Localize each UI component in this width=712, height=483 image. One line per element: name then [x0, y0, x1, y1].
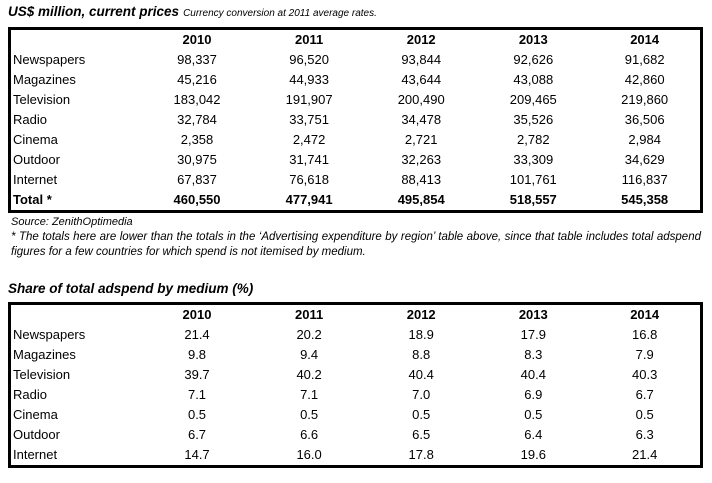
usd-table-title-row: [8, 3, 704, 23]
usd-table-title: US$ million, current prices: [8, 4, 180, 19]
row-label: Television: [13, 92, 71, 107]
value-cell: 0.5: [300, 407, 319, 422]
value-cell: 43,644: [401, 72, 442, 87]
value-cell: 44,933: [289, 72, 329, 87]
year-header: 2010: [182, 307, 212, 322]
year-header: 2012: [406, 32, 436, 47]
value-cell: 191,907: [285, 92, 333, 107]
value-cell: 92,626: [513, 52, 554, 67]
value-cell: 19.6: [520, 447, 546, 462]
table-row: [10, 110, 702, 130]
usd-table-total: [10, 190, 702, 212]
row-label: Radio: [13, 112, 47, 127]
value-cell: 8.3: [524, 347, 543, 362]
table-row: [10, 130, 702, 150]
year-header: 2011: [295, 307, 324, 322]
value-cell: 39.7: [184, 367, 210, 382]
value-cell: 20.2: [296, 327, 322, 342]
row-label: Cinema: [13, 407, 58, 422]
usd-table-header: [10, 29, 702, 51]
value-cell: 31,741: [289, 152, 329, 167]
value-cell: 6.5: [412, 427, 431, 442]
row-label: Magazines: [13, 347, 76, 362]
year-header: 2013: [518, 32, 548, 47]
share-adspend-table: [8, 302, 703, 468]
value-cell: 7.1: [300, 387, 319, 402]
share-table-body: [10, 325, 702, 467]
value-cell: 40.2: [296, 367, 322, 382]
year-header: 2012: [406, 307, 436, 322]
value-cell: 76,618: [289, 172, 329, 187]
value-cell: 21.4: [184, 327, 210, 342]
value-cell: 14.7: [184, 447, 210, 462]
corner-cell: [10, 29, 141, 51]
row-label: Television: [13, 367, 71, 382]
row-label: Internet: [13, 172, 58, 187]
value-cell: 2,984: [628, 132, 661, 147]
table-row: [10, 385, 702, 405]
value-cell: 101,761: [509, 172, 557, 187]
total-value-cell: 495,854: [397, 192, 445, 207]
year-header-row: [10, 29, 702, 51]
value-cell: 8.8: [412, 347, 431, 362]
table-row: [10, 365, 702, 385]
value-cell: 9.8: [187, 347, 207, 362]
value-cell: 30,975: [177, 152, 217, 167]
year-header: 2014: [630, 32, 660, 47]
value-cell: 67,837: [177, 172, 217, 187]
row-label: Newspapers: [13, 327, 86, 342]
value-cell: 0.5: [524, 407, 543, 422]
total-value-cell: 518,557: [509, 192, 557, 207]
value-cell: 33,309: [513, 152, 554, 167]
value-cell: 116,837: [621, 172, 668, 187]
table-row: [10, 325, 702, 345]
value-cell: 6.6: [300, 427, 319, 442]
table-row: [10, 70, 702, 90]
value-cell: 96,520: [289, 52, 329, 67]
value-cell: 0.5: [635, 407, 654, 422]
total-value-cell: 460,550: [173, 192, 221, 207]
value-cell: 45,216: [177, 72, 217, 87]
value-cell: 21.4: [632, 447, 658, 462]
row-label: Magazines: [13, 72, 76, 87]
value-cell: 93,844: [401, 52, 442, 67]
table-row: [10, 170, 702, 190]
year-header-row: [10, 304, 702, 326]
share-table-title: Share of total adspend by medium (%): [8, 281, 254, 296]
year-header: 2011: [295, 32, 324, 47]
value-cell: 34,629: [624, 152, 665, 167]
value-cell: 0.5: [412, 407, 431, 422]
value-cell: 9.4: [300, 347, 319, 362]
value-cell: 2,782: [517, 132, 550, 147]
row-label: Internet: [13, 447, 58, 462]
value-cell: 2,721: [404, 132, 438, 147]
share-table-header: [10, 304, 702, 326]
value-cell: 18.9: [408, 327, 434, 342]
value-cell: 42,860: [624, 72, 665, 87]
value-cell: 40.4: [520, 367, 546, 382]
value-cell: 2,472: [292, 132, 326, 147]
value-cell: 32,263: [401, 152, 442, 167]
value-cell: 88,413: [401, 172, 442, 187]
table-row: [10, 425, 702, 445]
value-cell: 6.4: [524, 427, 543, 442]
value-cell: 16.8: [632, 327, 658, 342]
value-cell: 98,337: [177, 52, 217, 67]
value-cell: 7.1: [187, 387, 207, 402]
row-label: Cinema: [13, 132, 58, 147]
usd-table-subtitle: Currency conversion at 2011 average rates.: [183, 8, 377, 19]
value-cell: 17.9: [520, 327, 546, 342]
section-gap: [8, 260, 704, 280]
usd-table-body: [10, 50, 702, 190]
value-cell: 43,088: [513, 72, 554, 87]
table-row: [10, 90, 702, 110]
year-header: 2014: [630, 307, 660, 322]
table-row: [10, 150, 702, 170]
total-row: [10, 190, 702, 212]
value-cell: 183,042: [173, 92, 221, 107]
value-cell: 16.0: [296, 447, 322, 462]
value-cell: 7.9: [635, 347, 654, 362]
total-value-cell: 477,941: [285, 192, 333, 207]
table-row: [10, 405, 702, 425]
value-cell: 6.7: [635, 387, 654, 402]
table-row: [10, 50, 702, 70]
value-cell: 6.7: [187, 427, 207, 442]
usd-adspend-table: [8, 27, 703, 213]
value-cell: 6.3: [635, 427, 654, 442]
year-header: 2010: [182, 32, 212, 47]
row-label: Outdoor: [13, 427, 60, 442]
row-label: Radio: [13, 387, 47, 402]
value-cell: 7.0: [412, 387, 431, 402]
total-row-label: Total *: [13, 192, 52, 207]
row-label: Newspapers: [13, 52, 86, 67]
value-cell: 35,526: [513, 112, 554, 127]
value-cell: 34,478: [401, 112, 442, 127]
value-cell: 2,358: [180, 132, 214, 147]
value-cell: 219,860: [621, 92, 669, 107]
value-cell: 91,682: [624, 52, 665, 67]
value-cell: 33,751: [289, 112, 329, 127]
value-cell: 6.9: [524, 387, 543, 402]
table-row: [10, 445, 702, 467]
share-table-title-row: [8, 280, 704, 298]
total-value-cell: 545,358: [621, 192, 669, 207]
value-cell: 200,490: [397, 92, 445, 107]
value-cell: 40.3: [632, 367, 658, 382]
value-cell: 32,784: [177, 112, 217, 127]
row-label: Outdoor: [13, 152, 60, 167]
corner-cell: [10, 304, 141, 326]
value-cell: 209,465: [509, 92, 557, 107]
value-cell: 17.8: [408, 447, 434, 462]
value-cell: 40.4: [408, 367, 434, 382]
table-row: [10, 345, 702, 365]
value-cell: 0.5: [187, 407, 207, 422]
value-cell: 36,506: [624, 112, 665, 127]
source-note: Source: ZenithOptimedia: [11, 216, 133, 228]
total-footnote: * The totals here are lower than the totals in the ‘Advertising expenditure by region’ table above, since that table includes total adspend figures for a few countries for which spend is not itemised by medium.: [11, 231, 701, 258]
year-header: 2013: [518, 307, 548, 322]
